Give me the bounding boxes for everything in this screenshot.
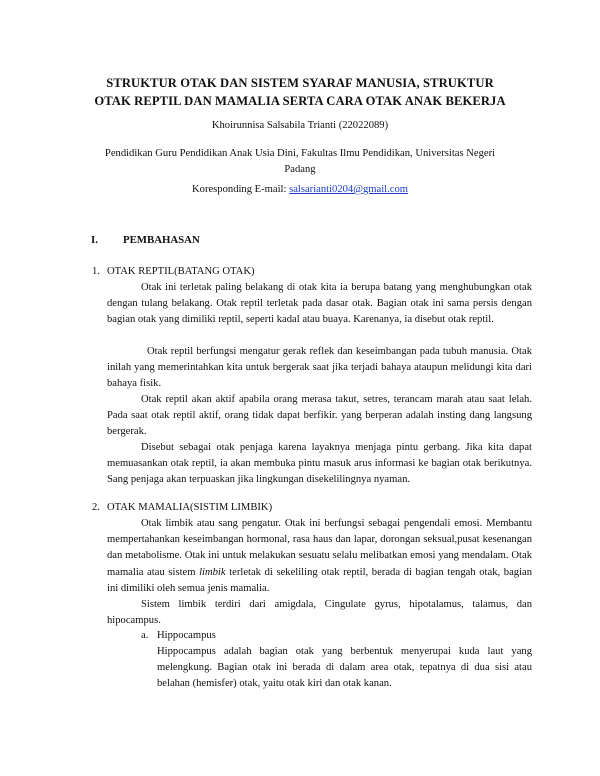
section-heading: [91, 232, 200, 248]
list-item-a-heading: [141, 628, 216, 644]
section-title: PEMBAHASAN: [123, 234, 200, 246]
correspondence: [40, 182, 560, 198]
subsection-1-heading: [92, 264, 255, 280]
subsection-1-title: OTAK REPTIL(BATANG OTAK): [107, 266, 255, 277]
subsection-2-title: OTAK MAMALIA(SISTIM LIMBIK): [107, 502, 273, 513]
sub1-paragraph-4: Disebut sebagai otak penjaga karena layaknya menjaga pintu gerbang. Jika kita dapat memuasankan otak reptil, ia akan membuka pintu masuk arus informasi ke bagian otak berikutnya. Sang penjaga akan terpuaskan jika lingkungan disekelilingnya nyaman.: [107, 442, 532, 486]
title-line-1: STRUKTUR OTAK DAN SISTEM SYARAF MANUSIA, STRUKTUR: [106, 76, 494, 90]
author-name: Khoirunnisa Salsabila Trianti (22022089): [211, 120, 389, 131]
list-item-a-title: Hippocampus: [157, 630, 216, 641]
title-line-2: OTAK REPTIL DAN MAMALIA SERTA CARA OTAK ANAK BEKERJA: [94, 94, 506, 108]
correspondence-email-link[interactable]: salsarianti0204@gmail.com: [289, 184, 408, 195]
affiliation: [40, 146, 560, 178]
paper-title: [40, 74, 560, 110]
list-item-a-text: Hippocampus adalah bagian otak yang berbentuk menyerupai kuda laut yang melengkung. Bagian otak ini berada di dalam area otak, tepatnya di dua sisi atau belahan (hemisfer) otak, yaitu otak kiri dan otak kanan.: [157, 646, 532, 690]
subsection-1-number: 1.: [92, 266, 100, 277]
sub2-paragraph-2: Sistem limbik terdiri dari amigdala, Cingulate gyrus, hipotalamus, talamus, dan hipocampus.: [107, 599, 532, 627]
sub1-paragraph-2: Otak reptil berfungsi mengatur gerak reflek dan keseimbangan pada tubuh manusia. Otak inilah yang memerintahkan kita untuk bergerak saat jika terjadi bahaya ataupun melidungi kita dari bahaya fisik.: [107, 346, 532, 390]
sub1-paragraph-1: Otak ini terletak paling belakang di otak kita ia berupa batang yang menghubungkan otak dengan tulang belakang. Otak reptil terletak pada dasar otak. Bagian otak ini sama persis dengan bagian otak yang dimiliki reptil, seperti kadal atau buaya. Karenanya, ia disebut otak reptil.: [107, 282, 532, 326]
list-item-a-letter: a.: [141, 630, 149, 641]
sub1-paragraph-3: Otak reptil akan aktif apabila orang merasa takut, setres, terancam marah atau saat lelah. Pada saat otak reptil aktif, orang tidak dapat berfikir. yang berperan adalah insting dang langsung bergerak.: [107, 394, 532, 438]
sub2-paragraph-1-part-a: Otak limbik atau sang pengatur. Otak ini berfungsi sebagai pengendali emosi. Membantu mempertahankan keseimbangan hormonal, rasa haus dan lapar, dorongan seksual,pusat kesenangan dan metabolisme. Otak ini untuk melakukan sesuatu selalu melibatkan emosi yang mendalam. Otak mamalia atau sistem: [107, 518, 532, 578]
sub2-paragraph-1-part-b: terletak di sekeliling otak reptil, berada di bagian tengah otak, bagian ini dimiliki oleh semua jenis mamalia.: [107, 566, 533, 594]
subsection-2-number: 2.: [92, 502, 100, 513]
affiliation-line-2: Padang: [284, 164, 316, 175]
sub2-paragraph-1: [107, 516, 532, 597]
section-number: I.: [91, 234, 98, 246]
affiliation-line-1: Pendidikan Guru Pendidikan Anak Usia Dini, Fakultas Ilmu Pendidikan, Universitas Negeri: [104, 148, 496, 159]
sub2-paragraph-1-italic: limbik: [199, 566, 226, 578]
correspondence-label: Koresponding E-mail:: [192, 184, 290, 195]
subsection-2-heading: [92, 500, 272, 516]
